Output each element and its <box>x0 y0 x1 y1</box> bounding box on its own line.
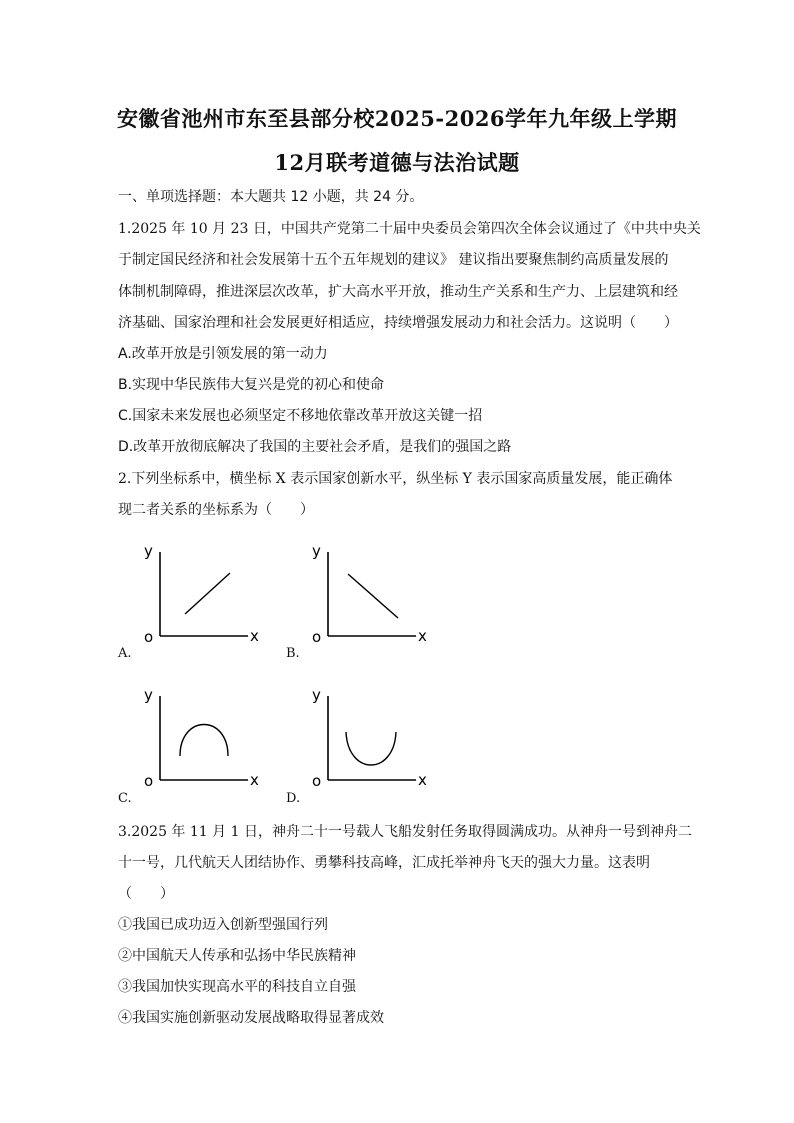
q1-option-c: C.国家未来发展也必须坚定不移地依靠改革开放这关键一招 <box>118 408 483 424</box>
graph-d-y-label: y <box>312 686 321 704</box>
graph-c-y-label: y <box>144 686 153 704</box>
q3-line-2: 十一号，几代航天人团结协作、勇攀科技高峰，汇成托举神舟飞天的强大力量。这表明 <box>118 855 650 871</box>
graph-a-curve <box>185 573 230 614</box>
exam-title-line1: 安徽省池州市东至县部分校2025-2026学年九年级上学期 <box>116 106 678 131</box>
q1-line-2: 于制定国民经济和社会发展第十五个五年规划的建议》 建议指出要聚焦制约高质量发展的 <box>118 252 669 268</box>
section-heading: 一、单项选择题：本大题共 12 小题，共 24 分。 <box>118 189 424 205</box>
graph-d-origin-label: o <box>312 772 322 790</box>
q2-line-2: 现二者关系的坐标系为（ ） <box>118 502 314 518</box>
graph-c-curve <box>180 725 228 757</box>
graph-d <box>298 684 438 796</box>
graph-c <box>130 684 270 796</box>
q1-line-3: 体制机制障碍，推进深层次改革，扩大高水平开放，推动生产关系和生产力、上层建筑和经 <box>118 284 678 300</box>
q1-line-4: 济基础、国家治理和社会发展更好相适应，持续增强发展动力和社会活力。这说明（ ） <box>118 315 678 331</box>
q3-item-1: ①我国已成功迈入创新型强国行列 <box>118 917 328 933</box>
q3-line-3: （ ） <box>118 886 174 902</box>
q1-option-d: D.改革开放彻底解决了我国的主要社会矛盾，是我们的强国之路 <box>118 439 512 455</box>
graph-a-y-label: y <box>144 542 153 560</box>
graph-b-y-label: y <box>312 542 321 560</box>
graph-d-option-label: D. <box>286 791 301 806</box>
graph-c-option-label: C. <box>118 791 132 806</box>
q1-line-1: 1.2025 年 10 月 23 日，中国共产党第二十届中央委员会第四次全体会议通过了《中共中央关 <box>118 221 701 237</box>
graph-a <box>130 540 270 652</box>
graph-b <box>298 540 438 652</box>
q2-line-1: 2.下列坐标系中，横坐标 X 表示国家创新水平，纵坐标 Y 表示国家高质量发展，能正确体 <box>118 471 673 487</box>
exam-title-line2: 12月联考道德与法治试题 <box>274 150 520 175</box>
q1-option-b: B.实现中华民族伟大复兴是党的初心和使命 <box>118 377 385 393</box>
graph-b-x-label: x <box>418 627 427 645</box>
q3-item-3: ③我国加快实现高水平的科技自立自强 <box>118 979 356 995</box>
graph-b-curve <box>348 574 398 618</box>
q3-line-1: 3.2025 年 11 月 1 日，神舟二十一号载人飞船发射任务取得圆满成功。从神舟一号到神舟二 <box>118 824 692 840</box>
q3-item-2: ②中国航天人传承和弘扬中华民族精神 <box>118 948 356 964</box>
graph-a-option-label: A. <box>118 646 132 661</box>
graph-b-option-label: B. <box>286 646 300 661</box>
q3-item-4: ④我国实施创新驱动发展战略取得显著成效 <box>118 1010 384 1026</box>
graph-c-origin-label: o <box>144 772 154 790</box>
graph-a-origin-label: o <box>144 628 154 646</box>
graph-d-curve <box>346 732 396 765</box>
graph-c-x-label: x <box>250 771 259 789</box>
graph-d-x-label: x <box>418 771 427 789</box>
q1-option-a: A.改革开放是引领发展的第一动力 <box>118 346 328 362</box>
graph-a-x-label: x <box>250 627 259 645</box>
graph-b-origin-label: o <box>312 628 322 646</box>
